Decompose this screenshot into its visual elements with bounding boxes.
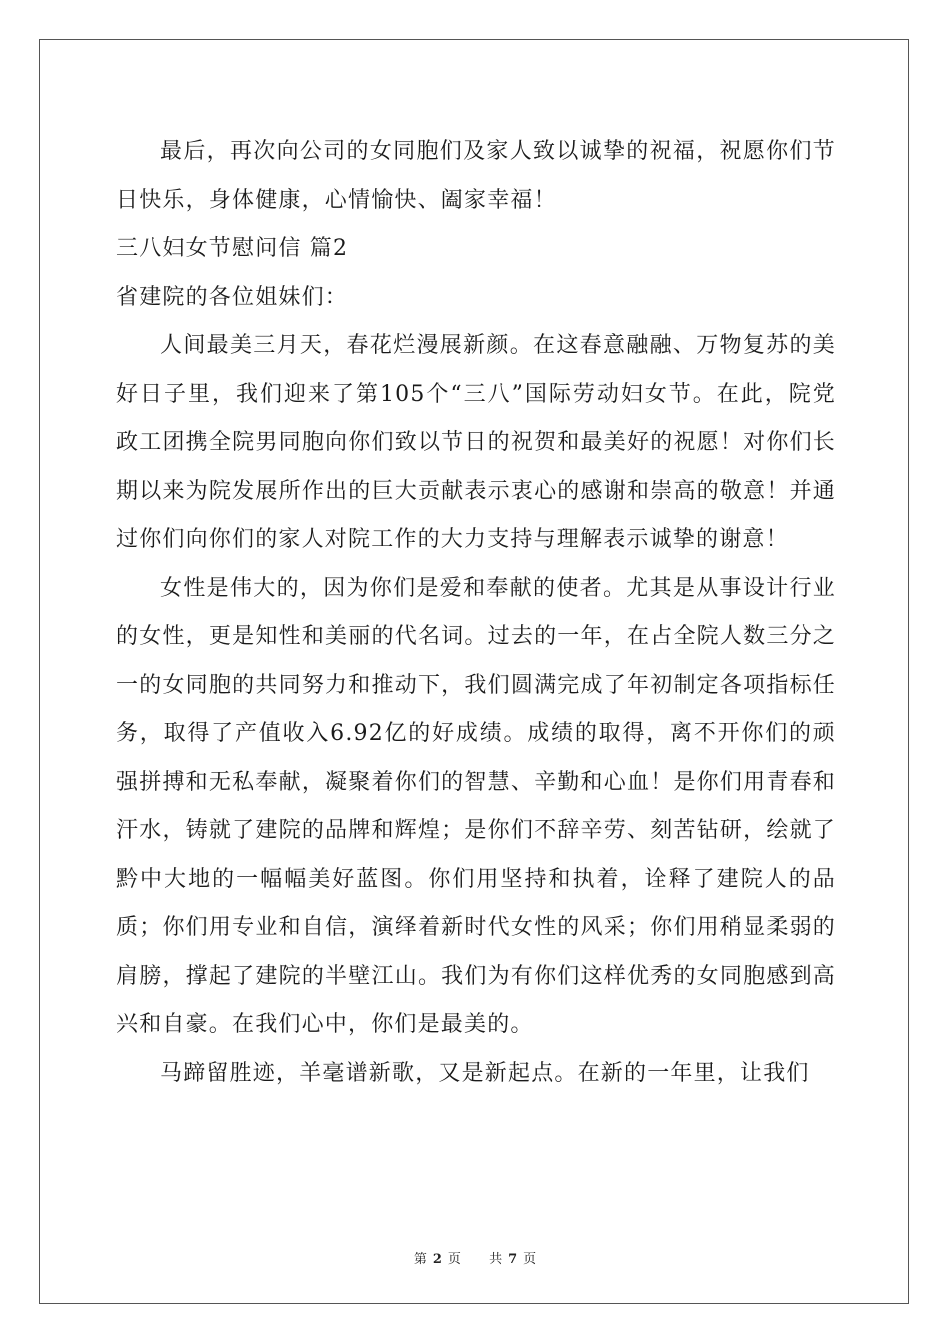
page-number: 2: [432, 1252, 442, 1267]
document-body: [116, 128, 836, 1098]
page-footer: [0, 1248, 950, 1267]
salutation: 省建院的各位姐妹们：: [116, 284, 349, 310]
page-suffix: 页: [447, 1252, 461, 1267]
total-pages: 7: [508, 1252, 518, 1267]
body-paragraph-1: 人间最美三月天，春花烂漫展新颜。在这春意融融、万物复苏的美好日子里，我们迎来了第105个“三八”国际劳动妇女节。在此，院党政工团携全院男同胞向你们致以节日的祝贺和最美好的祝愿！对你们长期以来为院发展所作出的巨大贡献表示衷心的感谢和崇高的敬意！并通过你们向你们的家人对院工作的大力支持与理解表示诚挚的谢意！: [116, 333, 836, 552]
section-heading: 三八妇女节慰问信 篇2: [116, 236, 349, 261]
closing-paragraph: 最后，再次向公司的女同胞们及家人致以诚挚的祝福，祝愿你们节日快乐，身体健康，心情愉快、阖家幸福！: [116, 139, 836, 213]
page-prefix: 第: [413, 1252, 427, 1267]
body-paragraph-3: 马蹄留胜迹，羊毫谱新歌，又是新起点。在新的一年里，让我们: [160, 1060, 810, 1086]
total-suffix: 页: [523, 1252, 537, 1267]
body-paragraph-2: 女性是伟大的，因为你们是爱和奉献的使者。尤其是从事设计行业的女性，更是知性和美丽的代名词。过去的一年，在占全院人数三分之一的女同胞的共同努力和推动下，我们圆满完成了年初制定各项指标任务，取得了产值收入6.92亿的好成绩。成绩的取得，离不开你们的顽强拼搏和无私奉献，凝聚着你们的智慧、辛勤和心血！是你们用青春和汗水，铸就了建院的品牌和辉煌；是你们不辞辛劳、刻苦钻研，绘就了黔中大地的一幅幅美好蓝图。你们用坚持和执着，诠释了建院人的品质；你们用专业和自信，演绎着新时代女性的风采；你们用稍显柔弱的肩膀，撑起了建院的半壁江山。我们为有你们这样优秀的女同胞感到高兴和自豪。在我们心中，你们是最美的。: [116, 575, 836, 1037]
total-indicator: [483, 1252, 542, 1267]
total-prefix: 共: [489, 1252, 503, 1267]
page-indicator: [408, 1252, 467, 1267]
